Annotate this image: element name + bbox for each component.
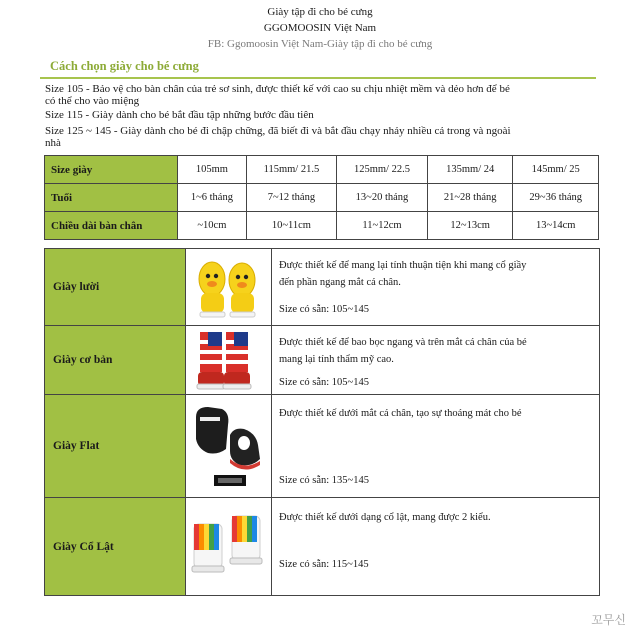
- size-cell: 135mm/ 24: [427, 156, 513, 184]
- header-brand: GGOMOOSIN Việt Nam: [263, 22, 377, 34]
- shoe-desc: Được thiết kế dưới mắt cá chân, tạo sự thoáng mát cho bé: [279, 408, 522, 419]
- shoe-sizes: Size có sẵn: 115~145: [279, 559, 369, 570]
- section-divider: [40, 77, 596, 79]
- section-title: Cách chọn giày cho bé cưng: [50, 59, 199, 73]
- size-table: [44, 155, 599, 240]
- age-header: Tuổi: [45, 184, 178, 212]
- size-row: [45, 156, 599, 184]
- age-row: [45, 184, 599, 212]
- shoe-sizes: Size có sẵn: 105~145: [279, 377, 369, 388]
- size-header: Size giày: [45, 156, 178, 184]
- size-cell: 125mm/ 22.5: [337, 156, 428, 184]
- foot-length-cell: 12~13cm: [427, 212, 513, 240]
- shoe-type-label: Giày Cổ Lật: [45, 498, 186, 595]
- age-cell: 29~36 tháng: [513, 184, 599, 212]
- foot-length-cell: ~10cm: [178, 212, 247, 240]
- black-flat-shoes-image: [186, 395, 272, 497]
- size-cell: 105mm: [178, 156, 247, 184]
- shoe-desc: Được thiết kế để bao bọc ngang và trên mắt cá chân của bé: [279, 337, 527, 348]
- striped-flag-shoes-image: [186, 326, 272, 394]
- foot-length-cell: 13~14cm: [513, 212, 599, 240]
- shoe-types-table: [44, 248, 600, 596]
- age-cell: 1~6 tháng: [178, 184, 247, 212]
- rainbow-cuff-shoes-image: [186, 498, 272, 595]
- shoe-desc: Được thiết kế để mang lại tính thuận tiện khi mang cổ giầy: [279, 260, 527, 271]
- desc-line-3: Size 115 - Giày dành cho bé bắt đầu tập những bước đầu tiên: [45, 109, 314, 121]
- foot-length-row: [45, 212, 599, 240]
- age-cell: 13~20 tháng: [337, 184, 428, 212]
- desc-line-2: có thể cho vào miệng: [45, 95, 140, 107]
- desc-line-4: Size 125 ~ 145 - Giày dành cho bé đi chập chững, đã biết đi và bắt đầu chạy nhảy nhiều cả trong và ngoài: [45, 125, 511, 137]
- page-header: [0, 4, 640, 52]
- foot-length-header: Chiều dài bàn chân: [45, 212, 178, 240]
- size-cell: 115mm/ 21.5: [246, 156, 336, 184]
- shoe-type-label: Giày Flat: [45, 395, 186, 497]
- watermark: 꼬무신: [591, 613, 626, 627]
- desc-line-5: nhà: [45, 137, 61, 149]
- shoe-type-label: Giày cơ bản: [45, 326, 186, 394]
- shoe-row-flat: [45, 395, 599, 498]
- yellow-duck-shoes-image: [186, 249, 272, 325]
- shoe-sizes: Size có sẵn: 135~145: [279, 475, 369, 486]
- shoe-row-basic: [45, 326, 599, 395]
- age-cell: 21~28 tháng: [427, 184, 513, 212]
- shoe-desc: Được thiết kế dưới dạng cổ lật, mang được 2 kiểu.: [279, 512, 491, 523]
- header-facebook: FB: Ggomoosin Việt Nam-Giày tập đi cho bé cưng: [207, 38, 433, 50]
- desc-line-1: Size 105 - Bảo vệ cho bàn chân của trẻ sơ sinh, được thiết kế với cao su chịu nhiệt mềm và dẻo hơn để bé: [45, 83, 510, 95]
- shoe-row-fold-cuff: [45, 498, 599, 595]
- shoe-sizes: Size có sẵn: 105~145: [279, 304, 369, 315]
- size-cell: 145mm/ 25: [513, 156, 599, 184]
- shoe-desc-cont: mang lại tính thẩm mỹ cao.: [279, 354, 394, 365]
- shoe-type-label: Giày lười: [45, 249, 186, 325]
- foot-length-cell: 11~12cm: [337, 212, 428, 240]
- shoe-desc-cont: đến phần ngang mắt cá chân.: [279, 277, 401, 288]
- age-cell: 7~12 tháng: [246, 184, 336, 212]
- header-title: Giày tập đi cho bé cưng: [267, 6, 373, 18]
- shoe-row-slip-on: [45, 249, 599, 326]
- foot-length-cell: 10~11cm: [246, 212, 336, 240]
